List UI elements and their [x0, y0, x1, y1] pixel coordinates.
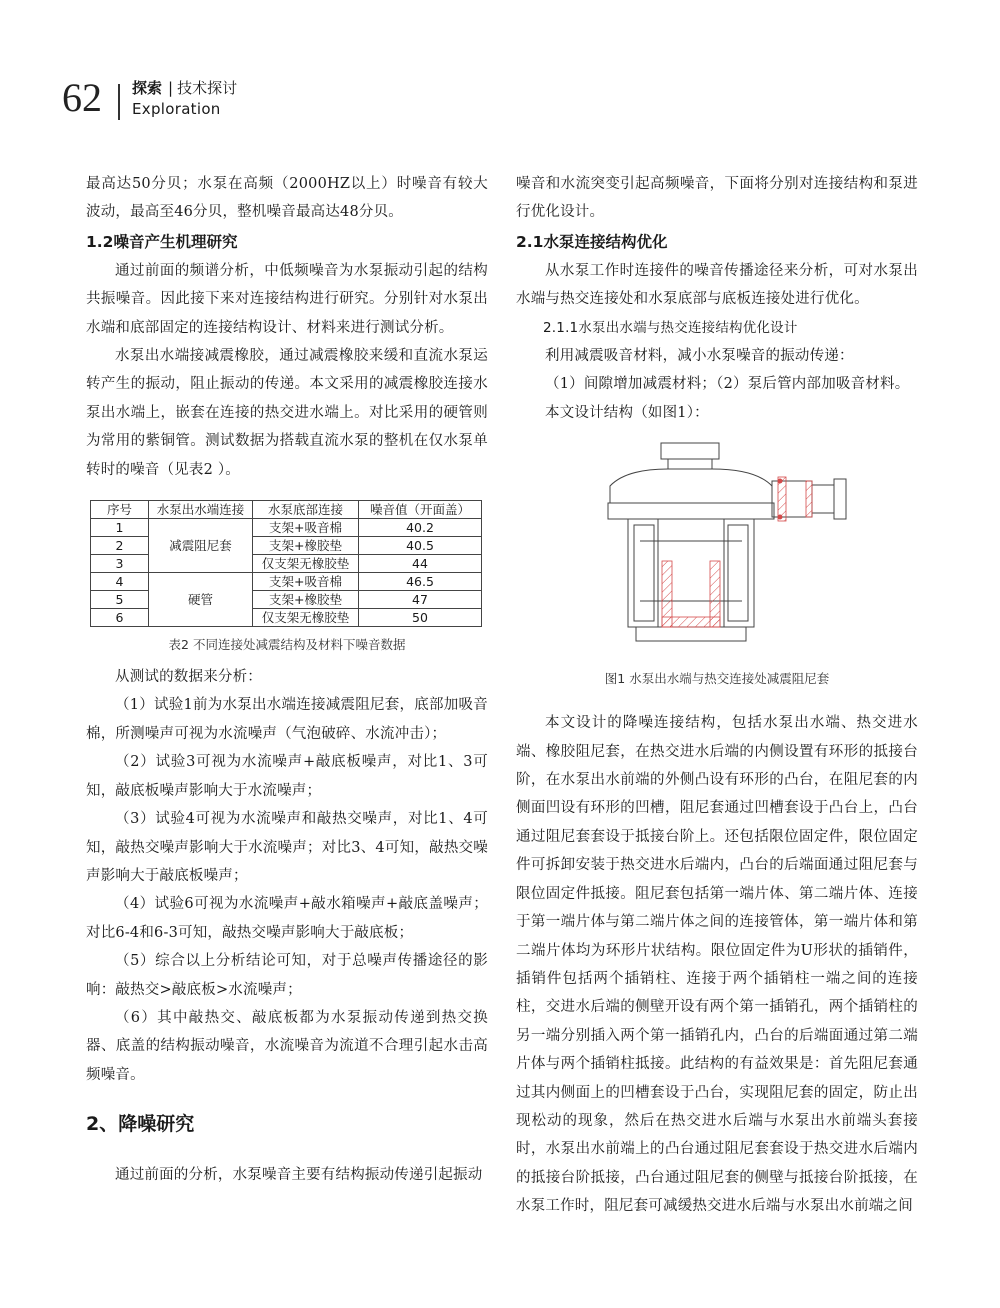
- left-column: [86, 170, 488, 1190]
- paragraph: （3）试验4可视为水流噪声和敲热交噪声，对比1、4可知，敲热交噪声影响大于水流噪声；对比3、4可知，敲热交噪声影响大于敲底板噪声；: [86, 811, 488, 884]
- section-label: [132, 78, 237, 119]
- table-row: [91, 573, 482, 591]
- paragraph: （5）综合以上分析结论可知，对于总噪声传播途径的影响：敲热交>敲底板>水流噪声；: [86, 953, 488, 998]
- table-cell-group: 减震阻尼套: [149, 519, 253, 573]
- table-cell: 支架+吸音棉: [253, 573, 359, 591]
- table-cell: 支架+橡胶垫: [253, 537, 359, 555]
- paragraph: 从测试的数据来分析：: [115, 669, 262, 686]
- paragraph: 利用减震吸音材料，减小水泵噪音的振动传递：: [545, 348, 854, 365]
- table-header-row: [91, 501, 482, 519]
- subsection-heading: 2.1.1水泵出水端与热交连接结构优化设计: [543, 319, 798, 336]
- paragraph: 通过前面的频谱分析，中低频噪音为水泵振动引起的结构共振噪音。因此接下来对连接结构进行研究。分别针对水泵出水端和底部固定的连接结构设计、材料来进行测试分析。: [86, 262, 488, 336]
- table-cell: 仅支架无橡胶垫: [253, 555, 359, 573]
- section-title-english: Exploration: [132, 100, 221, 118]
- paragraph: （6）其中敲热交、敲底板都为水泵振动传递到热交换器、底盖的结构振动噪音，水流噪音为流道不合理引起水击高频噪音。: [86, 1009, 488, 1083]
- column-header: 水泵出水端连接: [149, 501, 253, 519]
- page-number: 62: [62, 75, 102, 120]
- table-cell: 50: [359, 609, 482, 627]
- section-heading: 1.2噪音产生机理研究: [86, 232, 238, 251]
- pump-structure-figure: [516, 441, 918, 661]
- paragraph: 通过前面的分析，水泵噪音主要有结构振动传递引起振动: [115, 1167, 483, 1184]
- paragraph: （1）试验1前为水泵出水端连接减震阻尼套，底部加吸音棉，所测噪声可视为水流噪声（气泡破碎、水流冲击）；: [86, 697, 488, 742]
- table-cell: 1: [91, 519, 149, 537]
- table-cell: 47: [359, 591, 482, 609]
- table-cell: 44: [359, 555, 482, 573]
- table-cell: 40.2: [359, 519, 482, 537]
- paragraph: （2）试验3可视为水流噪声+敲底板噪声，对比1、3可知，敲底板噪声影响大于水流噪声；: [86, 754, 488, 799]
- figure-caption: 图1 水泵出水端与热交连接处减震阻尼套: [604, 671, 830, 687]
- right-column: [516, 170, 918, 1221]
- table-cell: 仅支架无橡胶垫: [253, 609, 359, 627]
- table-cell: 支架+橡胶垫: [253, 591, 359, 609]
- section-separator: |: [168, 79, 174, 97]
- column-header: 水泵底部连接: [253, 501, 359, 519]
- paragraph: （4）试验6可视为水流噪声+敲水箱噪声+敲底盖噪声；对比6-4和6-3可知，敲热交噪声影响大于敲底板；: [86, 896, 488, 941]
- paragraph: 水泵出水端接减震橡胶，通过减震橡胶来缓和直流水泵运转产生的振动，阻止振动的传递。本文采用的减震橡胶连接水泵出水端上，嵌套在连接的热交进水端上。对比采用的硬管则为常用的紫铜管。测试数据为搭载直流水泵的整机在仅水泵单转时的噪音（见表2 ）。: [86, 348, 488, 478]
- table-cell: 支架+吸音棉: [253, 519, 359, 537]
- table-cell: 4: [91, 573, 149, 591]
- pump-drawing: [516, 441, 918, 661]
- table-cell: 46.5: [359, 573, 482, 591]
- paragraph: 本文设计的降噪连接结构，包括水泵出水端、热交进水端、橡胶阻尼套，在热交进水后端的内侧设置有环形的抵接台阶，在水泵出水前端的外侧凸设有环形的凸台，在阻尼套的内侧面凹设有环形的凹槽，阻尼套通过凹槽套设于凸台上，凸台通过阻尼套套设于抵接台阶上。还包括限位固定件，限位固定件可拆卸安装于热交进水后端内，凸台的后端面通过阻尼套与限位固定件抵接。阻尼套包括第一端片体、第二端片体、连接于第一端片体与第二端片体之间的连接管体，第一端片体和第二端片体均为环形片状结构。限位固定件为U形状的插销件，插销件包括两个插销柱、连接于两个插销柱一端之间的连接柱，交进水后端的侧壁开设有两个第一插销孔，两个插销柱的另一端分别插入两个第一插销孔内，凸台的后端面通过第二端片体与两个插销柱抵接。此结构的有益效果是：首先阻尼套通过其内侧面上的凹槽套设于凸台，实现阻尼套的固定，防止出现松动的现象，然后在热交进水后端与水泵出水前端头套接时，水泵出水前端上的凸台通过阻尼套套设于热交进水后端内的抵接台阶抵接，凸台通过阻尼套的侧壁与抵接台阶抵接，在水泵工作时，阻尼套可减缓热交进水后端与水泵出水前端之间: [516, 715, 918, 1215]
- section-heading: 2、降噪研究: [86, 1113, 195, 1136]
- table-caption: 表2 不同连接处减震结构及材料下噪音数据: [168, 637, 406, 653]
- paragraph: 从水泵工作时连接件的噪音传播途径来分析，可对水泵出水端与热交连接处和水泵底部与底板连接处进行优化。: [516, 262, 918, 308]
- table-cell-group: 硬管: [149, 573, 253, 627]
- table-row: [91, 519, 482, 537]
- paragraph: 本文设计结构（如图1）：: [545, 404, 709, 421]
- table-cell: 6: [91, 609, 149, 627]
- paragraph: （1）间隙增加减震材料；（2）泵后管内部加吸音材料。: [545, 376, 910, 393]
- column-header: 噪音值（开面盖）: [359, 501, 482, 519]
- table-cell: 2: [91, 537, 149, 555]
- table-cell: 3: [91, 555, 149, 573]
- section-title: 探索: [132, 79, 163, 97]
- noise-data-table: [90, 500, 482, 627]
- column-header: 序号: [91, 501, 149, 519]
- table-cell: 40.5: [359, 537, 482, 555]
- section-subtitle: 技术探讨: [177, 79, 238, 97]
- paragraph: 噪音和水流突变引起高频噪音，下面将分别对连接结构和泵进行优化设计。: [516, 176, 918, 221]
- paragraph: 最高达50分贝；水泵在高频（2000HZ以上）时噪音有较大波动，最高至46分贝，整机噪音最高达48分贝。: [86, 176, 488, 221]
- header-divider: [118, 84, 120, 120]
- section-heading: 2.1水泵连接结构优化: [516, 232, 668, 251]
- table-cell: 5: [91, 591, 149, 609]
